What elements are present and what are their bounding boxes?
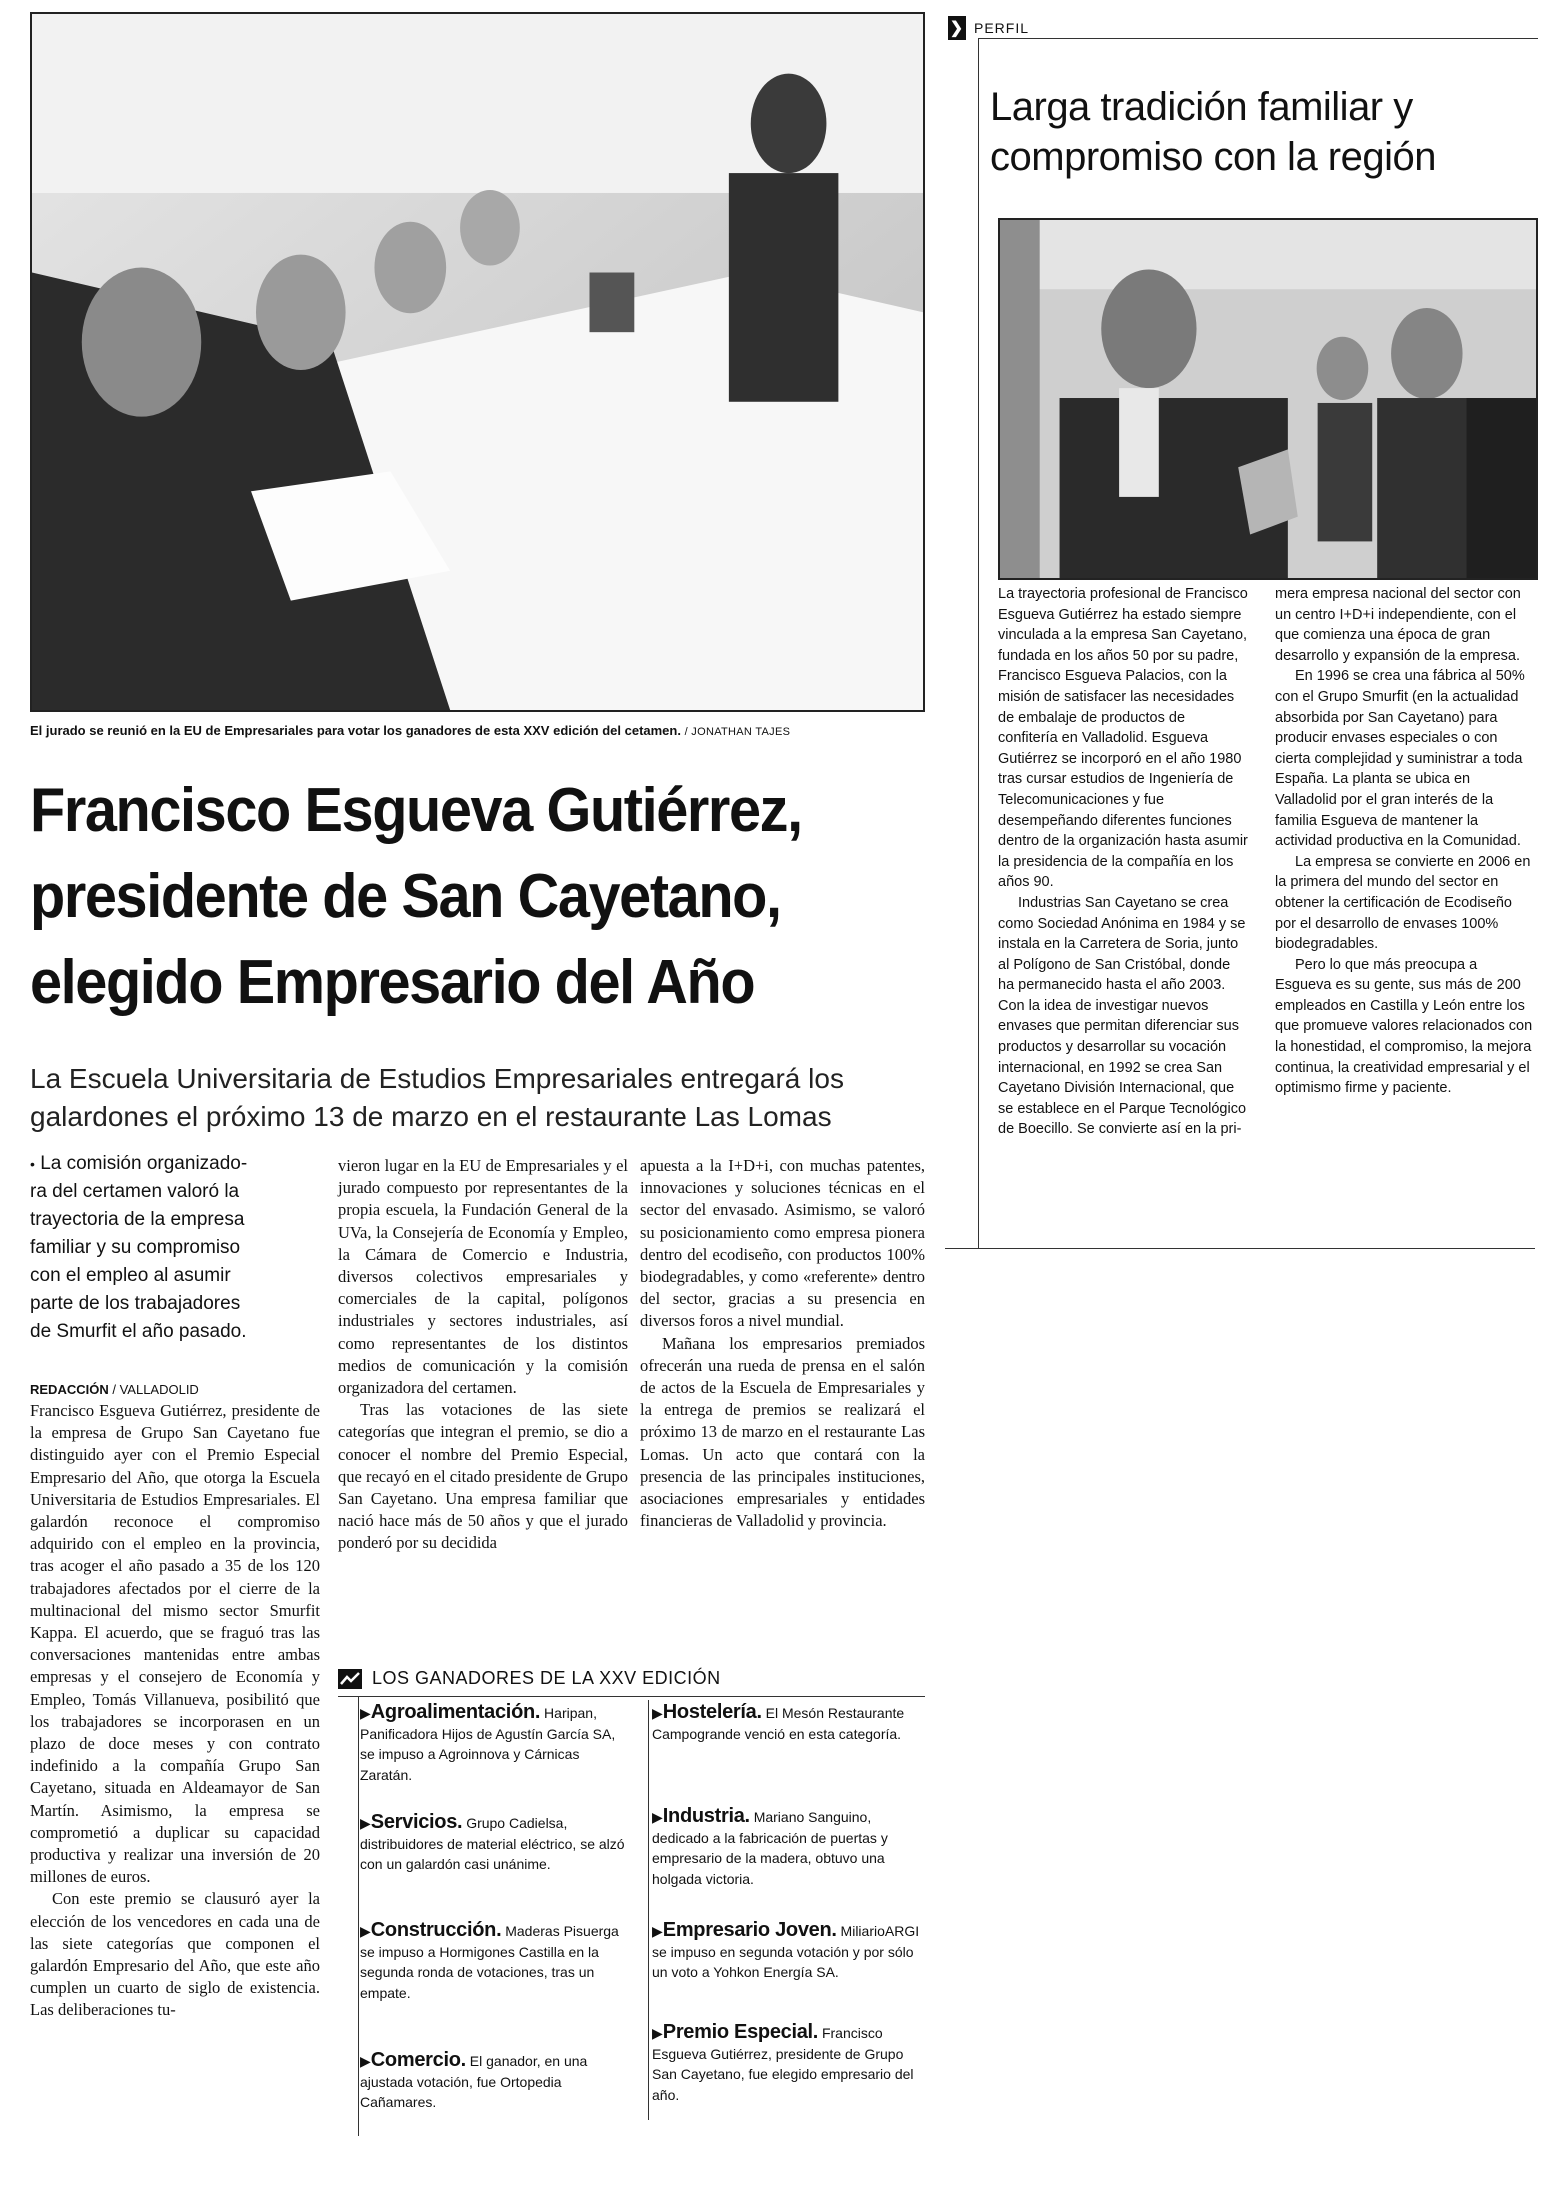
summary-line: familiar y su compromiso (30, 1237, 241, 1259)
winner-category: Empresario Joven. (662, 1919, 837, 1941)
winner-text: El ganador, en una ajustada votación, fue Ortopedia Cañamares. (360, 2053, 588, 2110)
arrow-icon: ▶ (360, 1815, 371, 1831)
summary-line: con el empleo al asumir (30, 1265, 231, 1287)
arrow-icon: ▶ (360, 2053, 371, 2069)
winner-text: Francisco Esgueva Gutiérrez, presidente de Grupo San Cayetano, fue elegido empresario del año. (652, 2025, 914, 2103)
perfil-tag (948, 16, 1029, 40)
sidebar-paragraph: En 1996 se crea una fábrica al 50% con el Grupo Smurfit (en la actualidad absorbida por San Cayetano) para producir envases especiales o con cierta complejidad y suministrar a toda España. La planta se ubica en Valladolid por el gran interés de la familia Esgueva de mantener la actividad productiva en la Comunidad. (1275, 668, 1525, 850)
article-paragraph: Con este premio se clausuró ayer la elección de los vencedores en cada una de las siete categorías que componen el galardón Empresario del Año, que este año cumplen un cuarto de siglo de existencia. Las deliberaciones tu- (30, 1889, 320, 2020)
winner-item (652, 2022, 922, 2105)
winner-text: Grupo Cadielsa, distribuidores de material eléctrico, se alzó con un galardón casi unánime. (360, 1815, 625, 1872)
winner-category: Premio Especial. (662, 2021, 819, 2043)
sidebar-title-line-1: Larga tradición familiar y (990, 85, 1413, 129)
winner-category: Comercio. (370, 2049, 466, 2071)
headline-line-1: Francisco Esgueva Gutiérrez, (30, 776, 802, 845)
main-photo (30, 12, 925, 712)
arrow-icon: ▶ (652, 2025, 663, 2041)
winners-top-rule (338, 1696, 925, 1697)
winner-item (360, 1920, 630, 2003)
arrow-icon: ▶ (360, 1705, 371, 1721)
chevron-right-icon: ❯ (948, 16, 966, 40)
winner-item (360, 1702, 630, 1785)
summary-line: parte de los trabajadores (30, 1293, 241, 1315)
winner-text: Maderas Pisuerga se impuso a Hormigones Castilla en la segunda ronda de votaciones, tras un empate. (360, 1923, 619, 2001)
summary-bullet: • (30, 1156, 35, 1172)
perfil-label: PERFIL (974, 20, 1030, 36)
headline-line-3: elegido Empresario del Año (30, 948, 755, 1017)
winners-left-rule (358, 1696, 359, 2136)
byline-place: / VALLADOLID (112, 1382, 199, 1397)
arrow-icon: ▶ (652, 1809, 663, 1825)
winner-category: Hostelería. (662, 1701, 762, 1723)
subhead (30, 1060, 930, 1136)
subhead-line-2: galardones el próximo 13 de marzo en el restaurante Las Lomas (30, 1101, 832, 1132)
winner-category: Construcción. (370, 1919, 502, 1941)
byline-agency: REDACCIÓN (30, 1382, 109, 1397)
sidebar-title (990, 82, 1540, 182)
sidebar-title-line-2: compromiso con la región (990, 135, 1436, 179)
sidebar-paragraph: La empresa se convierte en 2006 en la primera del mundo del sector en obtener la certificación de Ecodiseño por el desarrollo de envases 100% biodegradables. (1275, 853, 1531, 953)
summary-line: ra del certamen valoró la (30, 1181, 240, 1203)
article-paragraph: Tras las votaciones de las siete categorías que integran el premio, se dio a conocer el nombre del Premio Especial, que recayó en el citado presidente de Grupo San Cayetano. Una empresa familiar que nació hace más de 50 años y que el jurado ponderó por su decidida (338, 1400, 628, 1553)
arrow-icon: ▶ (652, 1923, 663, 1939)
perfil-rule (978, 38, 1538, 39)
article-paragraph: Francisco Esgueva Gutiérrez, presidente de la empresa de Grupo San Cayetano fue distinguido ayer con el Premio Especial Empresario del Año, que otorga la Escuela Universitaria de Estudios Empresariales. El galardón reconoce el compromiso adquirido con el empleo en la provincia, tras acoger el año pasado a 35 de los 120 trabajadores afectados por el cierre de la multinacional del mismo sector Smurfit Kappa. El acuerdo, que se fraguó tras las conversaciones mantenidas entre ambas empresas y el consejero de Economía y Empleo, Tomás Villanueva, posibilitó que los trabajadores se incorporasen en un plazo de doce meses y con contrato indefinido a la compañía Grupo San Cayetano, situada en Aldeamayor de San Martín. Asimismo, la empresa se comprometió a duplicar su capacidad productiva y realizar una inversión de 20 millones de euros. (30, 1401, 320, 1887)
winner-item (360, 1812, 630, 1875)
winner-item (652, 1920, 922, 1983)
sidebar-left-rule (978, 38, 979, 1248)
sidebar-paragraph: Industrias San Cayetano se crea como Sociedad Anónima en 1984 y se instala en la Carretera de Soria, junto al Polígono de San Cristóbal, donde ha permanecido hasta el año 2003. Con la idea de investigar nuevos envases que permitan diferenciar sus productos y desarrollar su vocación internacional, en 1992 se crea San Cayetano División Internacional, que se establece en el Parque Tecnológico de Boecillo. Se convierte así en la pri- (998, 894, 1247, 1138)
article-column-2 (338, 1155, 628, 1555)
winner-category: Industria. (662, 1805, 750, 1827)
summary-line: de Smurfit el año pasado. (30, 1321, 247, 1343)
article-paragraph: apuesta a la I+D+i, con muchas patentes, innovaciones y soluciones técnicas en el sector del envasado. Asimismo, se valoró su posicionamiento como empresa pionera dentro del ecodiseño, con productos 100% biodegradables, y como «referente» dentro del sector, gracias a su presencia en diversos foros a nivel mundial. (640, 1156, 925, 1331)
trend-icon (338, 1669, 362, 1689)
subhead-line-1: La Escuela Universitaria de Estudios Empresariales entregará los (30, 1063, 844, 1094)
winner-text: El Mesón Restaurante Campogrande venció en esta categoría. (652, 1705, 905, 1742)
summary-line: La comisión organizado- (40, 1153, 248, 1175)
summary (30, 1150, 330, 1346)
sidebar-paragraph: La trayectoria profesional de Francisco Esgueva Gutiérrez ha estado siempre vinculada a la empresa San Cayetano, fundada en los años 50 por su padre, Francisco Esgueva Palacios, con la misión de satisfacer las necesidades de embalaje de productos de confitería en Valladolid. Esgueva Gutiérrez se incorporó en el año 1980 tras cursar estudios de Ingeniería de Telecomunicaciones y fue desempeñando diferentes funciones dentro de la organización hasta asumir la presidencia de la compañía en los años 90. (998, 586, 1248, 891)
sidebar-column-2 (1275, 584, 1535, 1099)
article-column-1 (30, 1400, 320, 2022)
winner-text: Haripan, Panificadora Hijos de Agustín García SA, se impuso a Agroinnova y Cárnicas Zaratán. (360, 1705, 616, 1783)
sidebar-paragraph: mera empresa nacional del sector con un centro I+D+i independiente, con el que comienza una época de gran desarrollo y expansión de la empresa. (1275, 586, 1521, 664)
winner-category: Servicios. (370, 1811, 463, 1833)
article-paragraph: Mañana los empresarios premiados ofrecerán una rueda de prensa en el salón de actos de la Escuela de Empresariales y la entrega de premios se realizará el próximo 13 de marzo en el restaurante Las Lomas. Un acto que contará con la presencia de las principales instituciones, asociaciones empresariales y entidades financieras de Valladolid y provincia. (640, 1333, 925, 1531)
winner-category: Agroalimentación. (370, 1701, 541, 1723)
headline (30, 768, 923, 1026)
summary-line: trayectoria de la empresa (30, 1209, 245, 1231)
photo-caption (30, 723, 930, 738)
article-paragraph: vieron lugar en la EU de Empresariales y el jurado compuesto por representantes de la propia escuela, la Fundación General de la UVa, la Consejería de Economía y Empleo, la Cámara de Comercio e Industria, diversos colectivos empresariales y comerciales de la capital, polígonos industriales y sectores industriales, así como representantes de los distintos medios de comunicación y la comisión organizadora del certamen. (338, 1156, 628, 1398)
winner-text: MiliarioARGI se impuso en segunda votación y por sólo un voto a Yohkon Energía SA. (652, 1923, 920, 1980)
sidebar-paragraph: Pero lo que más preocupa a Esgueva es su gente, sus más de 200 empleados en Castilla y León entre los que promueve valores relacionados con la honestidad, el compromiso, la mejora continua, la creatividad empresarial y el optimismo firme y paciente. (1275, 956, 1533, 1097)
winner-item (360, 2050, 630, 2113)
sidebar-photo (998, 218, 1538, 580)
article-column-3 (640, 1155, 925, 1532)
arrow-icon: ▶ (652, 1705, 663, 1721)
winners-title (338, 1668, 938, 1689)
sidebar-bottom-rule (945, 1248, 1535, 1249)
sidebar-column-1 (998, 584, 1248, 1140)
winners-divider (648, 1700, 649, 2120)
winner-item (652, 1806, 922, 1889)
winner-item (652, 1702, 922, 1744)
headline-line-2: presidente de San Cayetano, (30, 862, 781, 931)
winners-title-text: LOS GANADORES DE LA XXV EDICIÓN (372, 1668, 721, 1688)
byline (30, 1382, 330, 1397)
winner-text: Mariano Sanguino, dedicado a la fabricación de puertas y empresario de la madera, obtuvo una holgada victoria. (652, 1809, 888, 1887)
caption-text: El jurado se reunió en la EU de Empresariales para votar los ganadores de esta XXV edición del cetamen. (30, 723, 681, 738)
arrow-icon: ▶ (360, 1923, 371, 1939)
photo-credit: / JONATHAN TAJES (684, 726, 791, 738)
